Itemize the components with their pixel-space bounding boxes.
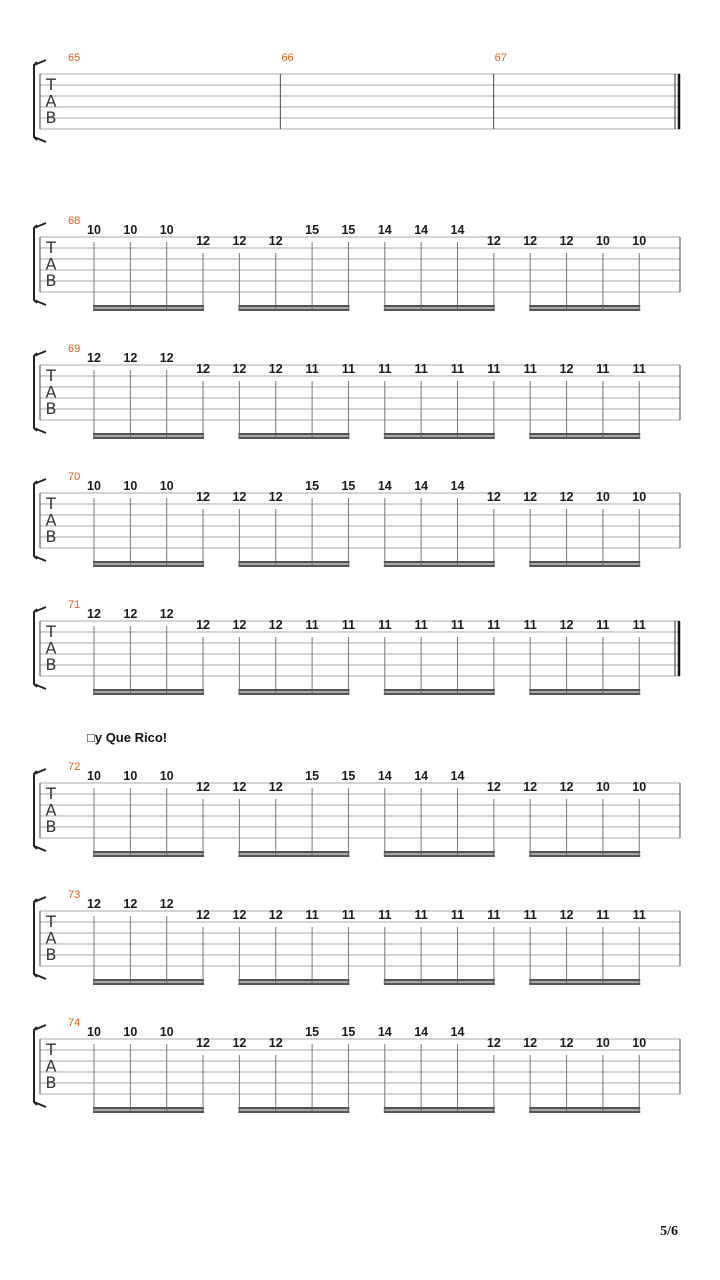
measure-number: 68	[68, 215, 81, 227]
fret-number: 12	[232, 780, 247, 794]
fret-number: 12	[232, 908, 247, 922]
fret-number: 12	[559, 1036, 574, 1050]
fret-number: 11	[523, 618, 537, 632]
fret-number: 14	[450, 769, 465, 783]
system-bracket	[34, 62, 37, 140]
beam-primary	[384, 305, 495, 308]
fret-number: 12	[232, 234, 247, 248]
fret-number: 15	[305, 769, 320, 783]
fret-number: 12	[523, 234, 538, 248]
beam-primary	[529, 433, 640, 436]
tab-clef-letter: B	[45, 108, 57, 127]
fret-number: 12	[486, 490, 501, 504]
beam-secondary	[529, 983, 640, 986]
beam-secondary	[529, 1111, 640, 1114]
fret-number: 12	[559, 490, 574, 504]
page-number: 5/6	[660, 1224, 678, 1239]
beam-secondary	[238, 855, 349, 858]
fret-number: 11	[450, 908, 465, 922]
fret-number: 11	[487, 908, 501, 922]
beam-primary	[238, 1107, 349, 1110]
fret-number: 10	[632, 234, 647, 248]
beam-secondary	[238, 309, 349, 312]
fret-number: 12	[523, 490, 538, 504]
fret-number: 10	[159, 769, 174, 783]
fret-number: 15	[341, 479, 356, 493]
beam-primary	[529, 561, 640, 564]
fret-number: 12	[268, 618, 283, 632]
beam-primary	[384, 1107, 495, 1110]
fret-number: 12	[486, 234, 501, 248]
fret-number: 10	[595, 780, 610, 794]
fret-number: 12	[159, 607, 174, 621]
tab-system	[34, 599, 680, 695]
tab-system	[34, 761, 680, 857]
fret-number: 11	[305, 618, 319, 632]
fret-number: 12	[123, 897, 138, 911]
fret-number: 14	[450, 1025, 465, 1039]
tab-clef-letter: B	[45, 945, 57, 964]
fret-number: 14	[377, 223, 392, 237]
beam-primary	[238, 305, 349, 308]
beam-secondary	[529, 855, 640, 858]
fret-number: 12	[559, 618, 574, 632]
fret-number: 10	[123, 1025, 138, 1039]
tab-clef-letter: T	[46, 494, 56, 513]
fret-number: 12	[559, 908, 574, 922]
fret-number: 14	[377, 769, 392, 783]
fret-number: 14	[414, 1025, 429, 1039]
tab-clef-letter: T	[46, 622, 56, 641]
fret-number: 11	[305, 362, 319, 376]
fret-number: 11	[414, 618, 428, 632]
beam-primary	[384, 689, 495, 692]
beam-secondary	[238, 1111, 349, 1114]
fret-number: 10	[87, 1025, 101, 1039]
fret-number: 11	[450, 362, 465, 376]
fret-number: 14	[414, 223, 429, 237]
tab-clef-letter: A	[45, 800, 57, 820]
beam-primary	[93, 305, 204, 308]
fret-number: 11	[487, 618, 501, 632]
beam-secondary	[93, 437, 204, 440]
beam-primary	[384, 851, 495, 854]
fret-number: 12	[232, 362, 247, 376]
beam-primary	[384, 979, 495, 982]
beam-secondary	[93, 855, 204, 858]
fret-number: 12	[87, 607, 101, 621]
beam-secondary	[529, 309, 640, 312]
tab-clef-letter: T	[46, 75, 56, 94]
fret-number: 11	[414, 908, 428, 922]
beam-primary	[529, 1107, 640, 1110]
fret-number: 14	[450, 479, 465, 493]
beam-secondary	[238, 983, 349, 986]
tab-clef-letter: T	[46, 1040, 56, 1059]
tab-clef-letter: A	[45, 928, 57, 948]
fret-number: 10	[123, 223, 138, 237]
fret-number: 14	[414, 479, 429, 493]
tab-clef-letter: B	[45, 399, 57, 418]
tab-clef-letter: B	[45, 655, 57, 674]
fret-number: 10	[123, 769, 138, 783]
measure-number: 71	[68, 599, 81, 611]
fret-number: 10	[87, 479, 101, 493]
beam-primary	[529, 689, 640, 692]
fret-number: 14	[450, 223, 465, 237]
tab-clef-letter: B	[45, 527, 57, 546]
fret-number: 12	[268, 362, 283, 376]
tab-clef-letter: B	[45, 817, 57, 836]
tab-clef-letter: T	[46, 366, 56, 385]
fret-number: 15	[341, 223, 356, 237]
tab-clef-letter: A	[45, 382, 57, 402]
fret-number: 12	[196, 618, 211, 632]
beam-primary	[529, 979, 640, 982]
system-bracket	[34, 353, 37, 431]
fret-number: 12	[268, 234, 283, 248]
beam-primary	[93, 689, 204, 692]
beam-secondary	[384, 983, 495, 986]
fret-number: 10	[632, 1036, 647, 1050]
fret-number: 12	[196, 908, 211, 922]
beam-secondary	[384, 309, 495, 312]
measure-number: 70	[68, 471, 81, 483]
beam-primary	[384, 561, 495, 564]
fret-number: 10	[632, 780, 647, 794]
fret-number: 11	[414, 362, 428, 376]
beam-secondary	[384, 565, 495, 568]
fret-number: 11	[450, 618, 465, 632]
beam-primary	[238, 689, 349, 692]
fret-number: 14	[377, 479, 392, 493]
fret-number: 11	[632, 618, 646, 632]
beam-primary	[93, 1107, 204, 1110]
fret-number: 11	[305, 908, 319, 922]
fret-number: 10	[159, 479, 174, 493]
fret-number: 15	[305, 223, 320, 237]
measure-number: 66	[281, 52, 294, 64]
fret-number: 12	[196, 234, 211, 248]
beam-secondary	[93, 565, 204, 568]
beam-primary	[93, 979, 204, 982]
fret-number: 12	[486, 1036, 501, 1050]
tab-clef-letter: A	[45, 91, 57, 111]
fret-number: 11	[632, 908, 646, 922]
beam-primary	[238, 561, 349, 564]
beam-secondary	[93, 1111, 204, 1114]
fret-number: 11	[378, 618, 392, 632]
fret-number: 10	[632, 490, 647, 504]
section-annotation: □y Que Rico!	[87, 730, 168, 745]
tab-system	[34, 215, 680, 311]
fret-number: 11	[378, 908, 392, 922]
tab-clef-letter: B	[45, 1073, 57, 1092]
measure-number: 69	[68, 343, 81, 355]
beam-primary	[529, 305, 640, 308]
fret-number: 10	[87, 769, 101, 783]
beam-primary	[529, 851, 640, 854]
fret-number: 12	[159, 897, 174, 911]
fret-number: 15	[341, 1025, 356, 1039]
tab-clef-letter: A	[45, 510, 57, 530]
beam-primary	[93, 851, 204, 854]
fret-number: 11	[378, 362, 392, 376]
fret-number: 12	[196, 780, 211, 794]
fret-number: 10	[595, 234, 610, 248]
tab-clef-letter: B	[45, 271, 57, 290]
tab-clef-letter: A	[45, 254, 57, 274]
measure-number: 72	[68, 761, 81, 773]
tab-systems	[34, 52, 680, 1113]
fret-number: 12	[123, 351, 138, 365]
measure-number: 65	[68, 52, 81, 64]
tab-system	[34, 52, 680, 142]
beam-secondary	[529, 565, 640, 568]
beam-primary	[238, 851, 349, 854]
beam-secondary	[529, 437, 640, 440]
beam-primary	[93, 561, 204, 564]
fret-number: 12	[268, 490, 283, 504]
beam-primary	[238, 979, 349, 982]
fret-number: 12	[486, 780, 501, 794]
system-bracket	[34, 1027, 37, 1105]
beam-secondary	[93, 693, 204, 696]
beam-secondary	[384, 1111, 495, 1114]
measure-number: 74	[68, 1017, 81, 1029]
system-bracket	[34, 481, 37, 559]
tab-clef-letter: T	[46, 912, 56, 931]
fret-number: 15	[305, 1025, 320, 1039]
fret-number: 12	[196, 490, 211, 504]
beam-secondary	[93, 309, 204, 312]
fret-number: 14	[377, 1025, 392, 1039]
beam-secondary	[384, 855, 495, 858]
system-bracket	[34, 609, 37, 687]
fret-number: 11	[632, 362, 646, 376]
fret-number: 12	[196, 362, 211, 376]
fret-number: 12	[268, 780, 283, 794]
beam-secondary	[384, 693, 495, 696]
fret-number: 10	[159, 223, 174, 237]
fret-number: 12	[523, 1036, 538, 1050]
tab-system	[34, 1017, 680, 1113]
beam-secondary	[529, 693, 640, 696]
fret-number: 11	[523, 908, 537, 922]
fret-number: 12	[196, 1036, 211, 1050]
fret-number: 11	[341, 908, 356, 922]
fret-number: 12	[559, 362, 574, 376]
system-bracket	[34, 899, 37, 977]
fret-number: 12	[559, 234, 574, 248]
fret-number: 10	[123, 479, 138, 493]
beam-primary	[238, 433, 349, 436]
tab-clef-letter: T	[46, 784, 56, 803]
fret-number: 12	[523, 780, 538, 794]
beam-primary	[93, 433, 204, 436]
measure-number: 67	[494, 52, 507, 64]
beam-secondary	[384, 437, 495, 440]
tab-clef-letter: A	[45, 638, 57, 658]
beam-secondary	[93, 983, 204, 986]
measure-number: 73	[68, 889, 81, 901]
tab-clef-letter: T	[46, 238, 56, 257]
fret-number: 12	[268, 1036, 283, 1050]
tab-system	[34, 471, 680, 567]
fret-number: 11	[596, 618, 610, 632]
fret-number: 12	[232, 1036, 247, 1050]
fret-number: 10	[87, 223, 101, 237]
fret-number: 10	[595, 1036, 610, 1050]
fret-number: 12	[123, 607, 138, 621]
fret-number: 11	[487, 362, 501, 376]
fret-number: 11	[341, 618, 356, 632]
beam-secondary	[238, 565, 349, 568]
fret-number: 12	[559, 780, 574, 794]
fret-number: 15	[341, 769, 356, 783]
fret-number: 14	[414, 769, 429, 783]
tab-clef-letter: A	[45, 1056, 57, 1076]
fret-number: 11	[596, 908, 610, 922]
fret-number: 12	[87, 897, 101, 911]
fret-number: 12	[232, 490, 247, 504]
fret-number: 12	[159, 351, 174, 365]
fret-number: 12	[268, 908, 283, 922]
fret-number: 10	[595, 490, 610, 504]
fret-number: 11	[341, 362, 356, 376]
fret-number: 12	[87, 351, 101, 365]
beam-secondary	[238, 437, 349, 440]
beam-primary	[384, 433, 495, 436]
fret-number: 11	[596, 362, 610, 376]
tab-system	[34, 889, 680, 985]
fret-number: 11	[523, 362, 537, 376]
beam-secondary	[238, 693, 349, 696]
system-bracket	[34, 225, 37, 303]
tab-system	[34, 343, 680, 439]
system-bracket	[34, 771, 37, 849]
fret-number: 10	[159, 1025, 174, 1039]
fret-number: 15	[305, 479, 320, 493]
fret-number: 12	[232, 618, 247, 632]
